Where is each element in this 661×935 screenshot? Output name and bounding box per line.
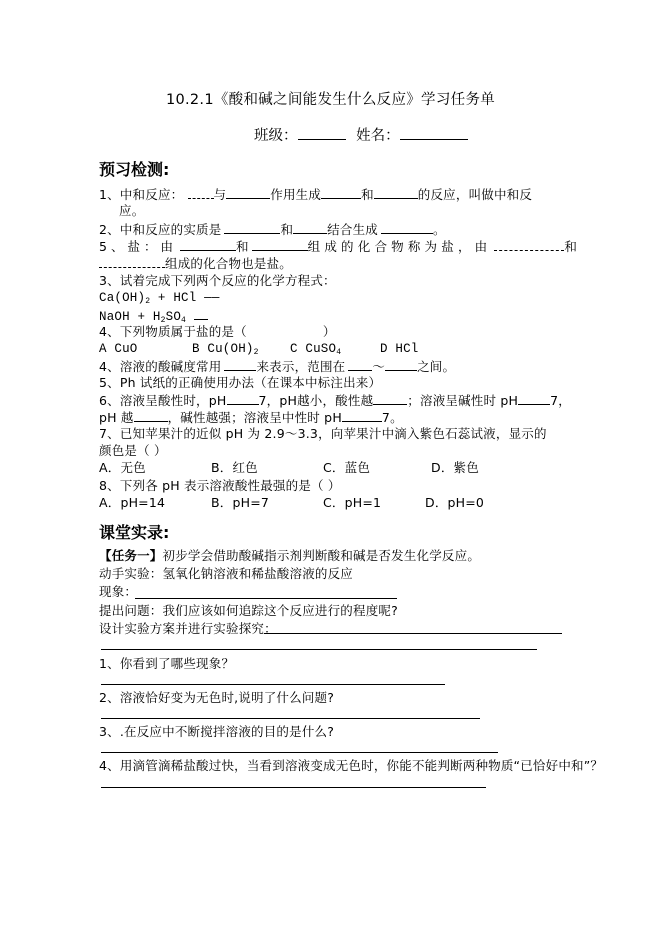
design-line: 设计实验方案并进行实验探究： <box>99 621 277 636</box>
option-a[interactable]: A．pH=14 <box>99 495 166 510</box>
q1-text: 和 <box>361 187 374 202</box>
design-answer-line[interactable] <box>264 633 562 634</box>
q6-text: ；溶液呈碱性时 pH <box>407 393 519 408</box>
task-text: 初步学会借助酸碱指示剂判断酸和碱是否发生化学反应。 <box>162 548 481 563</box>
blank[interactable] <box>381 221 433 234</box>
q5-text: 组成的化合物称为盐，由 <box>307 239 492 254</box>
option-b[interactable]: B．pH=7 <box>211 495 270 510</box>
q6-text: 7， <box>550 393 571 408</box>
option-a[interactable]: A CuO <box>99 342 138 356</box>
design-answer-line-2[interactable] <box>101 649 537 650</box>
blank[interactable] <box>99 255 165 268</box>
q1-text: 作用生成 <box>270 187 322 202</box>
option-c[interactable]: C．蓝色 <box>323 460 371 475</box>
task-1 <box>99 548 480 564</box>
classroom-question-1: 1、你看到了哪些现象？ <box>99 656 235 671</box>
q5-text: 组成的化合物也是盐。 <box>165 256 293 271</box>
question-line: 提出问题：我们应该如何追踪这个反应进行的程度呢? <box>99 603 398 618</box>
option-d[interactable]: D．pH=0 <box>425 495 485 510</box>
q5-text: 和 <box>235 239 249 254</box>
q6-text: pH 越 <box>99 410 134 425</box>
q6-text: 7。 <box>381 410 403 425</box>
eq-text: SO <box>165 310 182 324</box>
question-8: 8、下列各 pH 表示溶液酸性最强的是（ ） <box>99 478 341 493</box>
phenomenon-label: 现象： <box>99 584 138 599</box>
experiment-line: 动手实验：氢氧化钠溶液和稀盐酸溶液的反应 <box>99 566 354 581</box>
phenomenon-line <box>99 584 137 600</box>
question-7-options <box>99 460 479 476</box>
blank[interactable] <box>180 238 236 251</box>
blank[interactable] <box>224 221 280 234</box>
blank[interactable] <box>385 358 417 371</box>
q4-text: 4、下列物质属于盐的是（ <box>99 324 247 339</box>
blank[interactable] <box>348 358 372 371</box>
option-b-text: B Cu(OH) <box>192 342 254 356</box>
q1-text: 与 <box>213 187 227 202</box>
class-name-line <box>254 124 468 145</box>
classroom-question-2: 2、溶液恰好变为无色时,说明了什么问题? <box>99 690 335 705</box>
blank[interactable] <box>134 409 168 422</box>
question-2 <box>99 221 446 238</box>
option-c[interactable]: C．pH=1 <box>323 495 382 510</box>
blank[interactable] <box>374 186 418 199</box>
eq-sub: 2 <box>145 297 151 306</box>
blank[interactable] <box>321 186 361 199</box>
classroom-question-4: 4、用滴管滴稀盐酸过快，当看到溶液变成无色时，你能不能判断两种物质“已恰好中和”？ <box>99 758 604 773</box>
blank[interactable] <box>194 307 208 320</box>
q4b-text: 之间。 <box>417 359 456 374</box>
q4-text: ） <box>322 324 336 339</box>
blank[interactable] <box>373 392 407 405</box>
q1-text: 1、中和反应： <box>99 187 184 202</box>
eq-text: NaOH + H <box>99 310 161 324</box>
question-5 <box>99 238 577 255</box>
q6-text: 6、溶液呈酸性时，pH <box>99 393 227 408</box>
q6-text: ，碱性越强；溶液呈中性时 pH <box>167 410 342 425</box>
worksheet-title: 10.2.1《酸和碱之间能发生什么反应》学习任务单 <box>165 92 496 108</box>
class-field[interactable] <box>298 127 346 140</box>
question-6-cont <box>99 409 403 426</box>
blank[interactable] <box>224 358 256 371</box>
option-b-sub: 2 <box>253 348 259 357</box>
answer-line-2[interactable] <box>101 718 480 719</box>
phenomenon-answer-line[interactable] <box>135 598 397 599</box>
question-5b: 5、Ph 试纸的正确使用办法（在课本中标注出来） <box>99 375 382 390</box>
q6-text: 7，pH越小，酸性越 <box>258 393 374 408</box>
answer-line-1[interactable] <box>101 684 445 685</box>
question-8-options <box>99 495 484 511</box>
question-1-cont: 应。 <box>119 203 145 218</box>
q4b-text: 4、溶液的酸碱度常用 <box>99 359 222 374</box>
question-1 <box>99 186 532 203</box>
blank[interactable] <box>226 186 270 199</box>
option-d[interactable]: D HCl <box>380 342 419 356</box>
question-5-cont <box>99 255 292 272</box>
eq-sub: 4 <box>181 316 187 325</box>
question-4b <box>99 358 455 375</box>
q4b-text: 来表示，范围在 <box>256 359 346 374</box>
classroom-question-3: 3、.在反应中不断搅拌溶液的目的是什么? <box>99 724 335 739</box>
blank[interactable] <box>342 409 382 422</box>
question-6 <box>99 392 571 409</box>
eq-text: Ca(OH) <box>99 291 146 305</box>
blank[interactable] <box>293 221 327 234</box>
blank[interactable] <box>252 238 308 251</box>
option-c-text: C CuSO <box>290 342 337 356</box>
q2-text: 和 <box>280 222 294 237</box>
eq-sub: 2 <box>160 316 166 325</box>
option-b[interactable]: B．红色 <box>211 460 258 475</box>
q2-text: 。 <box>432 222 446 237</box>
question-4 <box>99 324 336 340</box>
option-a[interactable]: A．无色 <box>99 460 146 475</box>
blank[interactable] <box>188 186 214 199</box>
q5-text: 5、盐：由 <box>99 239 177 254</box>
option-d[interactable]: D．紫色 <box>431 460 479 475</box>
name-label: 姓名： <box>356 128 400 144</box>
blank[interactable] <box>494 238 564 251</box>
question-3: 3、试着完成下列两个反应的化学方程式： <box>99 273 336 288</box>
eq-text: + HCl —— <box>150 291 220 305</box>
blank[interactable] <box>227 392 259 405</box>
q2-text: 2、中和反应的实质是 <box>99 222 222 237</box>
q5-text: 和 <box>564 239 578 254</box>
name-field[interactable] <box>400 127 468 140</box>
task-tag: 【任务一】 <box>99 548 163 563</box>
blank[interactable] <box>518 392 550 405</box>
class-label: 班级： <box>254 128 298 144</box>
q1-text: 的反应，叫做中和反 <box>417 187 533 202</box>
q2-text: 结合生成 <box>327 222 378 237</box>
question-7: 7、已知苹果汁的近似 pH 为 2.9～3.3，向苹果汁中滴入紫色石蕊试液，显示的 <box>99 426 547 441</box>
answer-line-3[interactable] <box>101 752 498 753</box>
section-heading-preview: 预习检测: <box>99 160 170 179</box>
q4b-text: ～ <box>372 359 386 374</box>
option-c-sub: 4 <box>336 348 342 357</box>
question-7-cont: 颜色是（ ） <box>99 443 167 458</box>
section-heading-classroom: 课堂实录: <box>99 523 170 542</box>
answer-line-4[interactable] <box>101 787 486 788</box>
